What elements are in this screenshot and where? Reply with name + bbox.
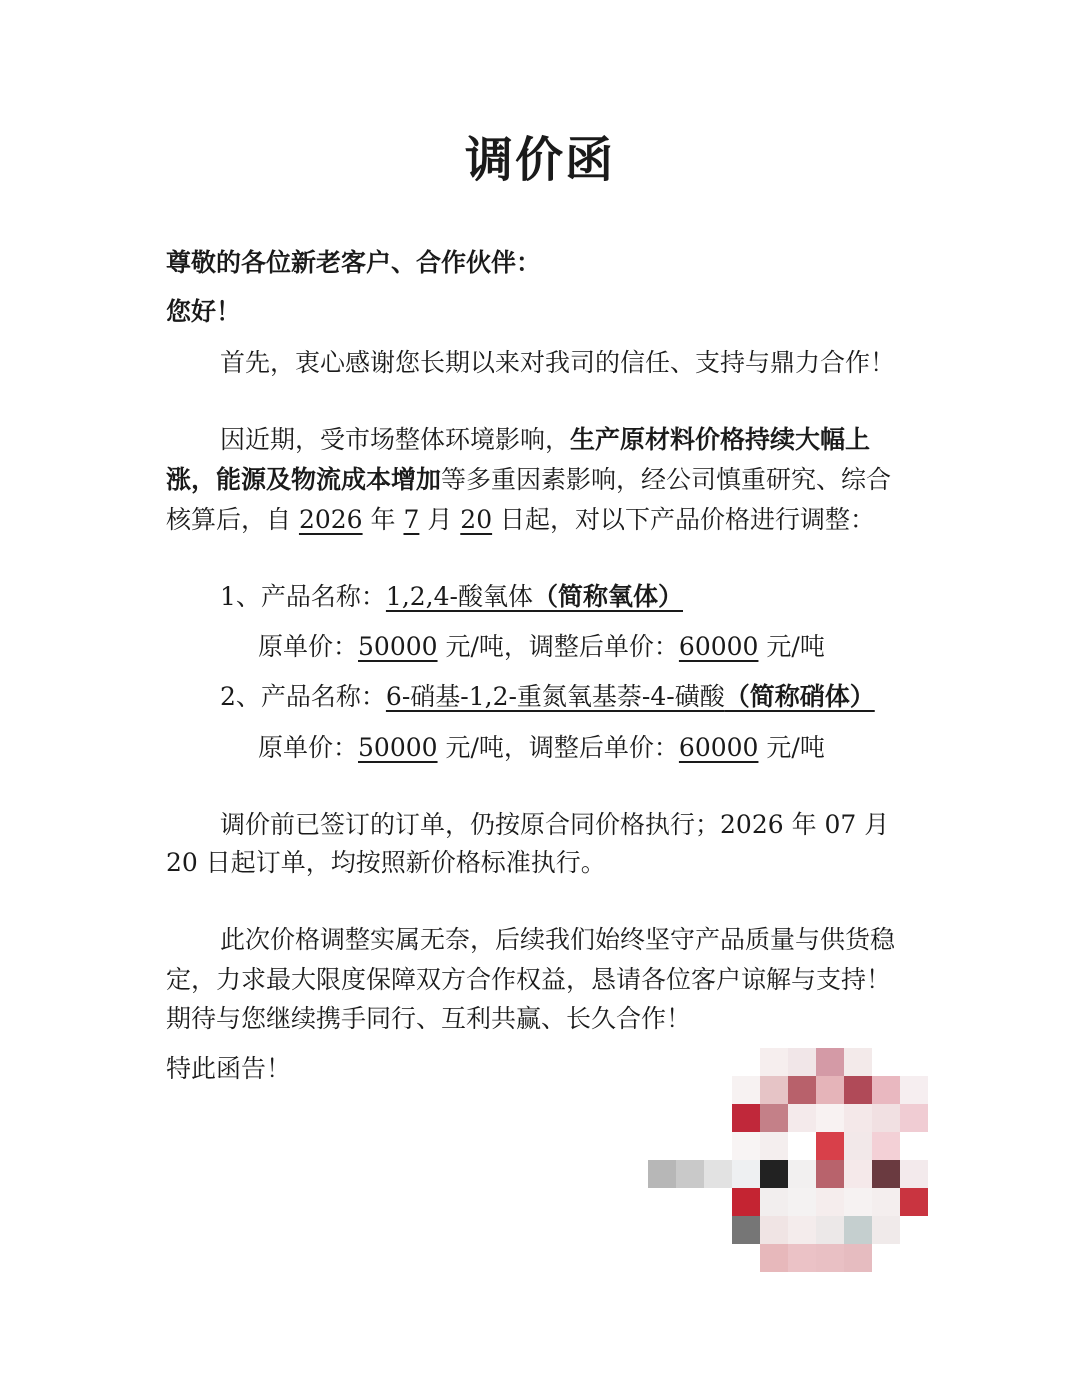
seal-pixel: [900, 1104, 928, 1132]
seal-pixel: [816, 1132, 844, 1160]
signoff: 特此函告！: [166, 1054, 292, 1083]
seal-pixel: [816, 1160, 844, 1188]
seal-pixel: [760, 1188, 788, 1216]
reason-line-2: [166, 460, 891, 500]
price-label: 原单价：: [258, 632, 359, 661]
price-unit: 元/吨: [758, 632, 825, 661]
reason-line-1: [220, 420, 870, 460]
product-short-name: （简称硝体）: [724, 682, 875, 711]
product-1-new-price: 60000: [678, 632, 759, 661]
seal-pixel: [872, 1188, 900, 1216]
seal-pixel: [732, 1188, 760, 1216]
seal-pixel: [872, 1104, 900, 1132]
seal-pixel: [676, 1160, 704, 1188]
seal-pixel: [872, 1132, 900, 1160]
seal-pixel: [760, 1076, 788, 1104]
seal-pixel: [788, 1160, 816, 1188]
price-unit: 元/吨，调整后单价：: [437, 733, 679, 762]
seal-pixel: [900, 1160, 928, 1188]
product-2-name: [386, 682, 875, 711]
seal-pixel: [760, 1216, 788, 1244]
seal-pixel: [732, 1160, 760, 1188]
seal-pixel: [760, 1104, 788, 1132]
seal-pixel: [704, 1160, 732, 1188]
seal-pixel: [760, 1132, 788, 1160]
product-2-new-price: 60000: [678, 733, 759, 762]
greeting: 您好！: [166, 297, 242, 326]
closing-line-3: 期待与您继续携手同行、互利共赢、长久合作！: [166, 1004, 692, 1033]
price-label: 原单价：: [258, 733, 359, 762]
thanks-paragraph: 首先，衷心感谢您长期以来对我司的信任、支持与鼎力合作！: [220, 348, 896, 377]
product-name-text: 6-硝基-1,2-重氮氧基萘-4-磺酸: [385, 682, 725, 711]
seal-pixel: [816, 1076, 844, 1104]
seal-pixel: [872, 1160, 900, 1188]
product-short-name: （简称氧体）: [532, 582, 683, 611]
seal-pixel: [816, 1244, 844, 1272]
seal-pixel: [900, 1188, 928, 1216]
seal-pixel: [844, 1048, 872, 1076]
seal-pixel: [844, 1244, 872, 1272]
price-unit: 元/吨: [758, 733, 825, 762]
reason-line-3: [166, 500, 875, 540]
seal-pixel: [872, 1216, 900, 1244]
reason-emphasis: 生产原材料价格持续大幅上: [570, 425, 871, 454]
letter-title: 调价函: [464, 132, 615, 188]
product-label: 2、产品名称：: [220, 682, 386, 711]
seal-pixel: [732, 1216, 760, 1244]
seal-pixel: [816, 1188, 844, 1216]
reason-text: 因近期，受市场整体环境影响，: [220, 425, 571, 454]
seal-pixel: [788, 1076, 816, 1104]
salutation: 尊敬的各位新老客户、合作伙伴：: [166, 248, 542, 277]
seal-pixel: [844, 1104, 872, 1132]
seal-pixel: [816, 1048, 844, 1076]
product-2-price-line: [258, 728, 825, 768]
seal-pixel: [816, 1104, 844, 1132]
seal-pixel: [844, 1216, 872, 1244]
product-1-name: [386, 582, 683, 611]
pixelated-seal: [648, 1048, 948, 1268]
seal-pixel: [844, 1188, 872, 1216]
product-1-old-price: 50000: [358, 632, 438, 661]
reason-text: 月: [419, 505, 461, 534]
reason-text: 日起，对以下产品价格进行调整：: [492, 505, 876, 534]
seal-pixel: [760, 1160, 788, 1188]
product-2-name-line: [220, 677, 875, 717]
reason-emphasis: 涨，能源及物流成本增加: [166, 465, 442, 494]
product-label: 1、产品名称：: [220, 582, 386, 611]
seal-pixel: [760, 1244, 788, 1272]
closing-line-2: 定，力求最大限度保障双方合作权益，恳请各位客户谅解与支持！: [166, 965, 892, 994]
reason-text: 等多重因素影响，经公司慎重研究、综合: [441, 465, 892, 494]
effective-year: 2026: [298, 505, 363, 534]
seal-pixel: [648, 1160, 676, 1188]
seal-pixel: [732, 1132, 760, 1160]
seal-pixel: [732, 1104, 760, 1132]
seal-pixel: [788, 1244, 816, 1272]
seal-pixel: [872, 1076, 900, 1104]
seal-pixel: [900, 1076, 928, 1104]
seal-pixel: [788, 1104, 816, 1132]
seal-pixel: [788, 1048, 816, 1076]
reason-text: 年: [362, 505, 404, 534]
reason-text: 核算后，自: [166, 505, 299, 534]
product-1-price-line: [258, 627, 825, 667]
seal-pixel: [788, 1216, 816, 1244]
seal-pixel: [816, 1216, 844, 1244]
orders-line-1: 调价前已签订的订单，仍按原合同价格执行；2026 年 07 月: [220, 810, 890, 839]
seal-pixel: [788, 1188, 816, 1216]
seal-pixel: [844, 1160, 872, 1188]
product-1-name-line: [220, 577, 683, 617]
effective-month: 7: [403, 505, 420, 534]
product-name-text: 1,2,4-酸氧体: [385, 582, 533, 611]
product-2-old-price: 50000: [358, 733, 438, 762]
seal-pixel: [760, 1048, 788, 1076]
effective-day: 20: [460, 505, 493, 534]
seal-pixel: [844, 1076, 872, 1104]
seal-pixel: [732, 1076, 760, 1104]
closing-line-1: 此次价格调整实属无奈，后续我们始终坚守产品质量与供货稳: [220, 925, 896, 954]
seal-pixel: [844, 1132, 872, 1160]
price-unit: 元/吨，调整后单价：: [437, 632, 679, 661]
orders-line-2: 20 日起订单，均按照新价格标准执行。: [166, 848, 606, 877]
